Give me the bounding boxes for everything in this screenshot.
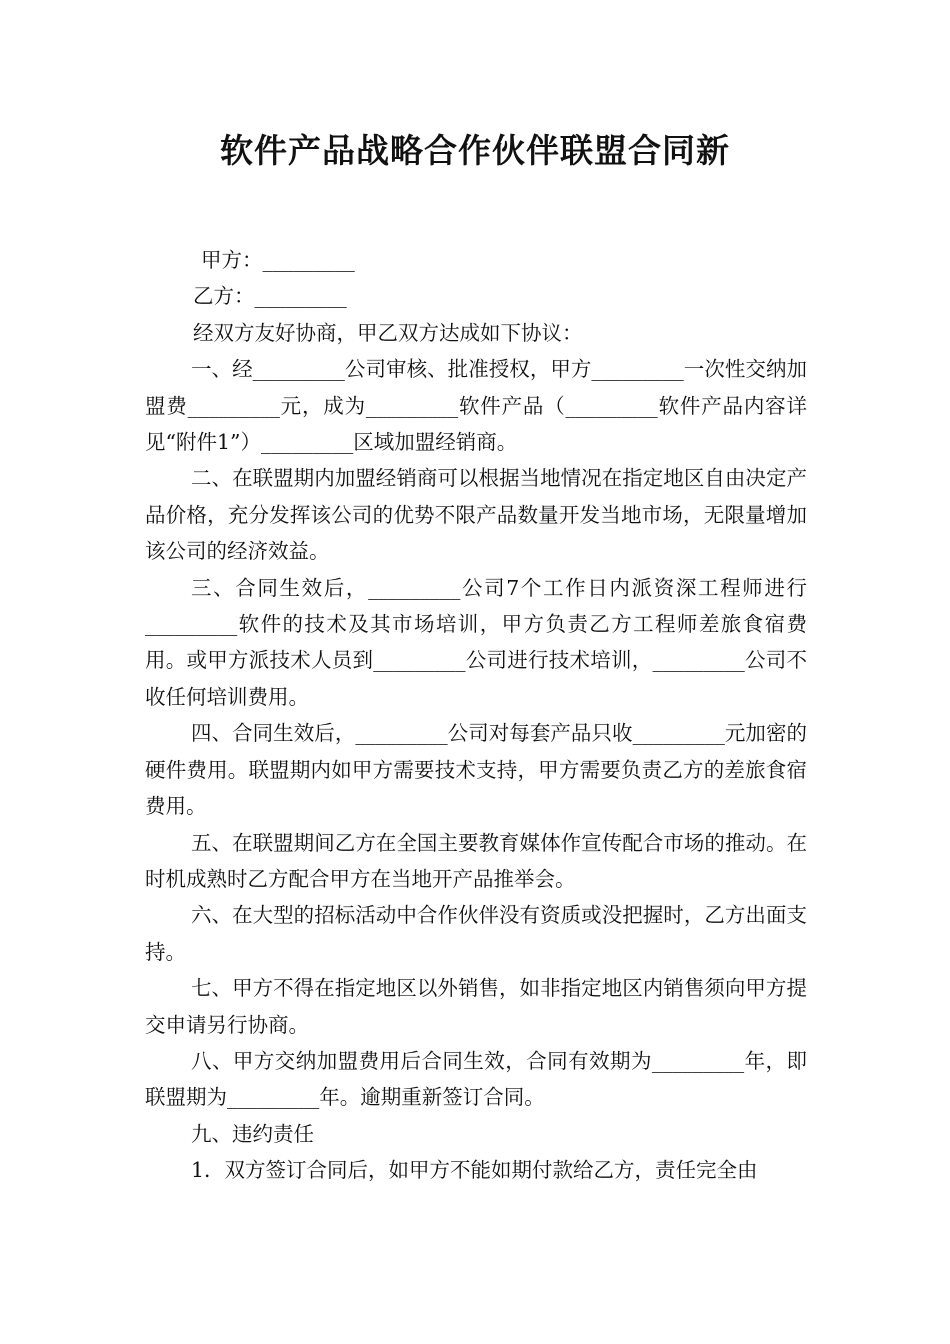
clause-7: 七、甲方不得在指定地区以外销售，如非指定地区内销售须向甲方提交申请另行协商。 (145, 976, 807, 1037)
document-body (145, 242, 807, 1189)
party-a-line: 甲方：_________ (201, 248, 355, 272)
clause-8: 八、甲方交纳加盟费用后合同生效，合同有效期为_________年，即联盟期为_________年。逾期重新签订合同。 (145, 1048, 807, 1110)
clause-9-heading: 九、违约责任 (191, 1121, 314, 1146)
clause-1: 一、经_________公司审核、批准授权，甲方_________一次性交纳加盟费_________元，成为_________软件产品（_________软件产品内容详见“附件1”）_________区域加盟经销商。 (145, 357, 807, 455)
intro-paragraph: 经双方友好协商，甲乙双方达成如下协议： (193, 320, 583, 345)
clause-2: 二、在联盟期内加盟经销商可以根据当地情况在指定地区自由决定产品价格，充分发挥该公司的优势不限产品数量开发当地市场，无限量增加该公司的经济效益。 (145, 466, 807, 564)
clause-9-item-1: 1．双方签订合同后，如甲方不能如期付款给乙方，责任完全由 (191, 1158, 758, 1183)
clause-6: 六、在大型的招标活动中合作伙伴没有资质或没把握时，乙方出面支持。 (145, 903, 807, 964)
clause-4: 四、合同生效后，_________公司对每套产品只收_________元加密的硬件费用。联盟期内如甲方需要技术支持，甲方需要负责乙方的差旅食宿费用。 (145, 721, 807, 819)
clause-5: 五、在联盟期间乙方在全国主要教育媒体作宣传配合市场的推动。在时机成熟时乙方配合甲方在当地开产品推举会。 (145, 830, 807, 891)
party-b-line: 乙方：_________ (193, 284, 347, 309)
document-title: 软件产品战略合作伙伴联盟合同新 (220, 131, 730, 170)
clause-3: 三、合同生效后，_________公司7个工作日内派资深工程师进行_________软件的技术及其市场培训，甲方负责乙方工程师差旅食宿费用。或甲方派技术人员到_________公司进行技术培训，_________公司不收任何培训费用。 (145, 575, 807, 709)
